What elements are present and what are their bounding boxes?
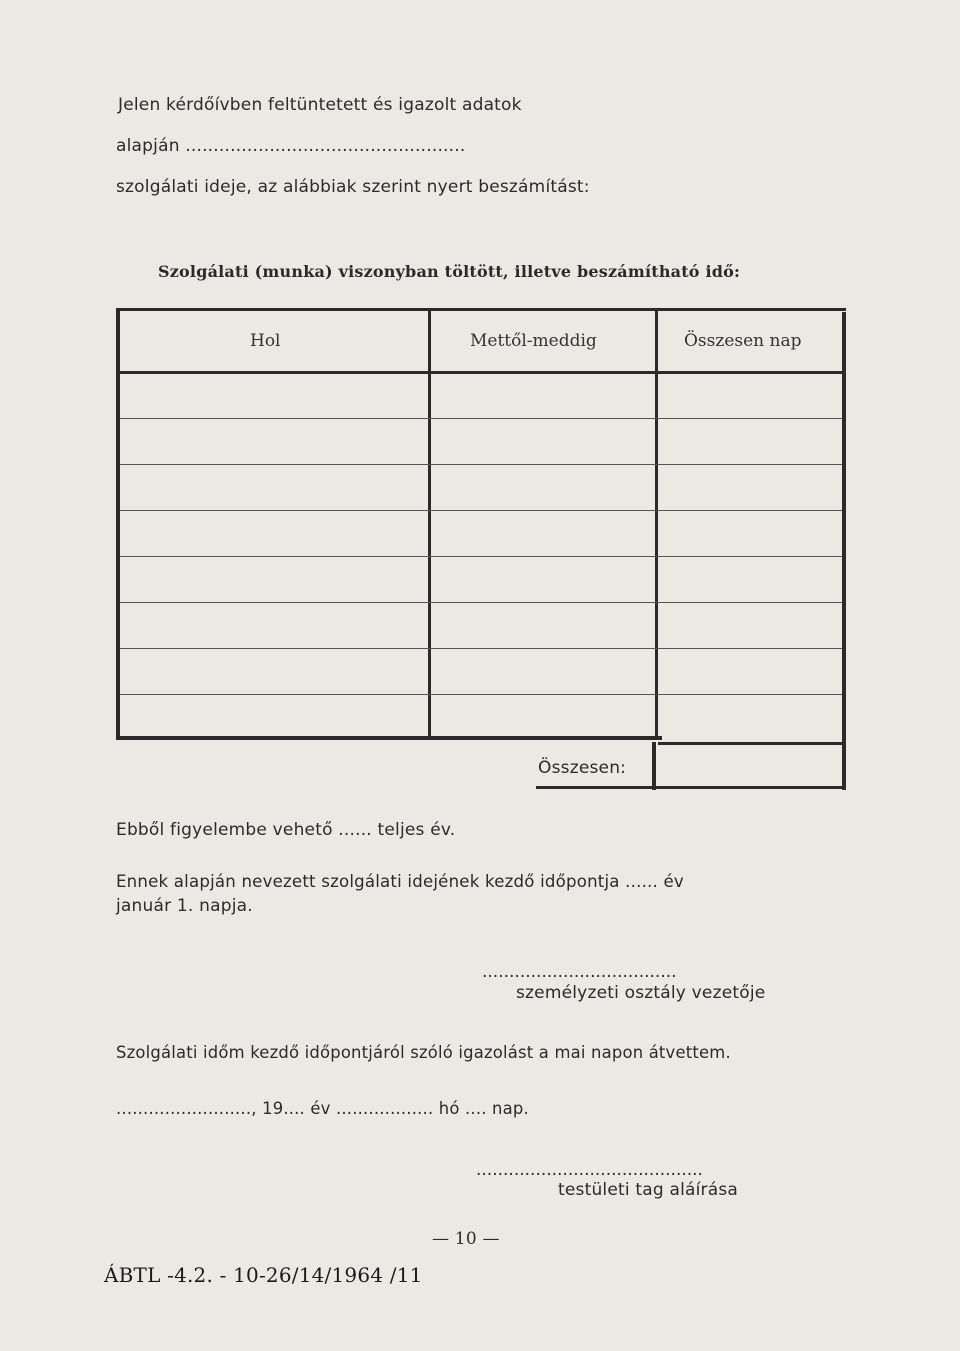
receipt-line-2: ........................., 19.... év .................. hó .... nap.: [116, 1099, 529, 1118]
column-header-mettol-meddig: Mettől-meddig: [470, 331, 597, 351]
signature-dots-member: ..........................................: [476, 1160, 703, 1180]
intro-line-1: Jelen kérdőívben feltüntetett és igazolt adatok: [118, 95, 522, 115]
column-header-osszesen-nap: Összesen nap: [684, 331, 802, 351]
summary-line-3: január 1. napja.: [116, 896, 253, 916]
page-number: — 10 —: [432, 1229, 500, 1249]
summary-line-2: Ennek alapján nevezett szolgálati idejének kezdő időpontja ...... év: [116, 872, 684, 891]
signature-label-member: testületi tag aláírása: [558, 1180, 739, 1200]
total-label: Összesen:: [538, 758, 627, 778]
signature-dots-hr: ....................................: [482, 962, 677, 982]
archive-reference: ÁBTL -4.2. - 10-26/14/1964 /11: [104, 1263, 423, 1287]
intro-line-2: alapján ..................................................: [116, 136, 466, 156]
intro-line-3: szolgálati ideje, az alábbiak szerint nyert beszámítást:: [116, 177, 590, 197]
summary-line-1: Ebből figyelembe vehető ...... teljes év.: [116, 820, 456, 840]
column-header-hol: Hol: [250, 331, 281, 351]
signature-label-hr: személyzeti osztály vezetője: [516, 983, 766, 1003]
table-title: Szolgálati (munka) viszonyban töltött, illetve beszámítható idő:: [158, 262, 741, 281]
receipt-line-1: Szolgálati időm kezdő időpontjáról szóló igazolást a mai napon átvettem.: [116, 1043, 731, 1062]
